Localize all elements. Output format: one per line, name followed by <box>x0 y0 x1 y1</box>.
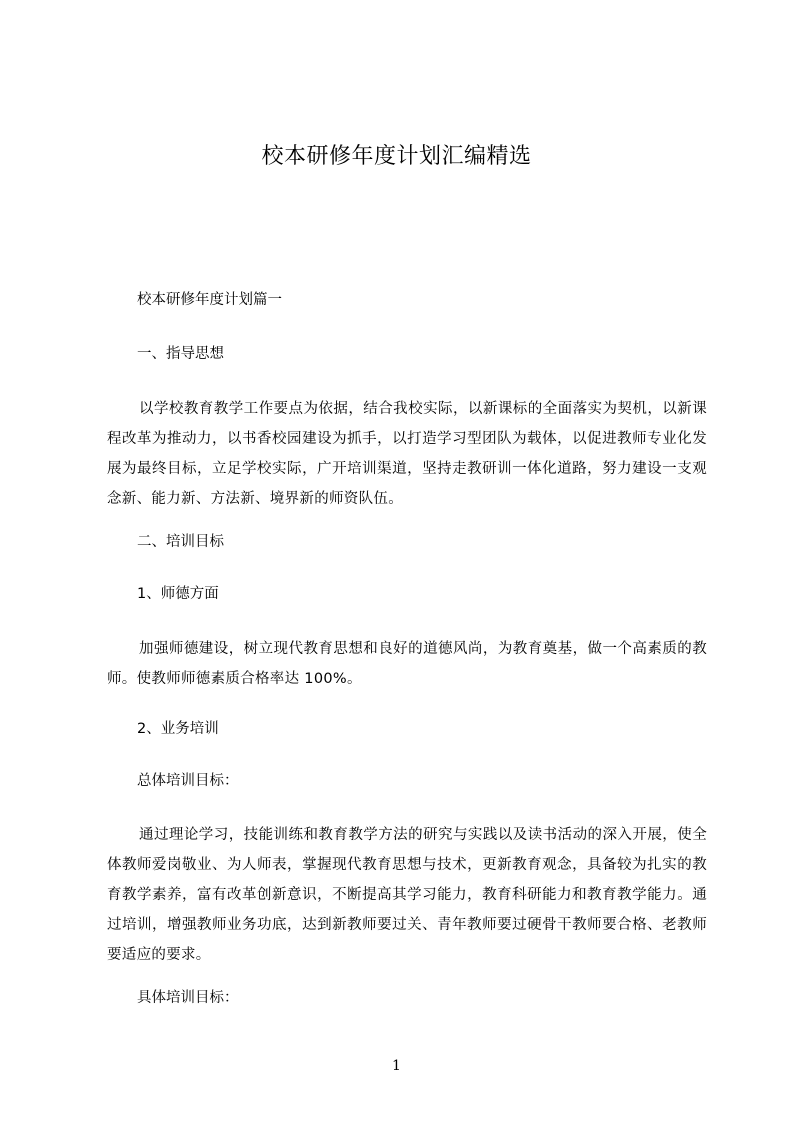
heading-guiding-ideology: 一、指导思想 <box>137 346 224 362</box>
paragraph-ethics: 加强师德建设，树立现代教育思想和良好的道德风尚，为教育奠基，做一个高素质的教师。使教师师德素质合格率达 100%。 <box>107 641 707 687</box>
label-overall-goals: 总体培训目标： <box>137 773 239 789</box>
heading-training-goals: 二、培训目标 <box>137 534 224 550</box>
document-title: 校本研修年度计划汇编精选 <box>261 144 532 169</box>
subheading-ethics: 1、师德方面 <box>137 586 219 602</box>
label-specific-goals: 具体培训目标： <box>137 990 239 1006</box>
page-number: 1 <box>392 1058 401 1074</box>
subheading-business-training: 2、业务培训 <box>137 721 219 737</box>
section-title: 校本研修年度计划篇一 <box>137 292 282 308</box>
paragraph-guiding-ideology: 以学校教育教学工作要点为依据，结合我校实际，以新课标的全面落实为契机，以新课程改革为推动力，以书香校园建设为抓手，以打造学习型团队为载体，以促进教师专业化发展为最终目标，立足学校实际，广开培训渠道，坚持走教研训一体化道路，努力建设一支观念新、能力新、方法新、境界新的师资队伍。 <box>107 401 707 507</box>
paragraph-overall-goals: 通过理论学习，技能训练和教育教学方法的研究与实践以及读书活动的深入开展，使全体教师爱岗敬业、为人师表，掌握现代教育思想与技术，更新教育观念，具备较为扎实的教育教学素养，富有改革创新意识，不断提高其学习能力，教育科研能力和教育教学能力。通过培训，增强教师业务功底，达到新教师要过关、青年教师要过硬骨干教师要合格、老教师要适应的要求。 <box>107 827 707 963</box>
